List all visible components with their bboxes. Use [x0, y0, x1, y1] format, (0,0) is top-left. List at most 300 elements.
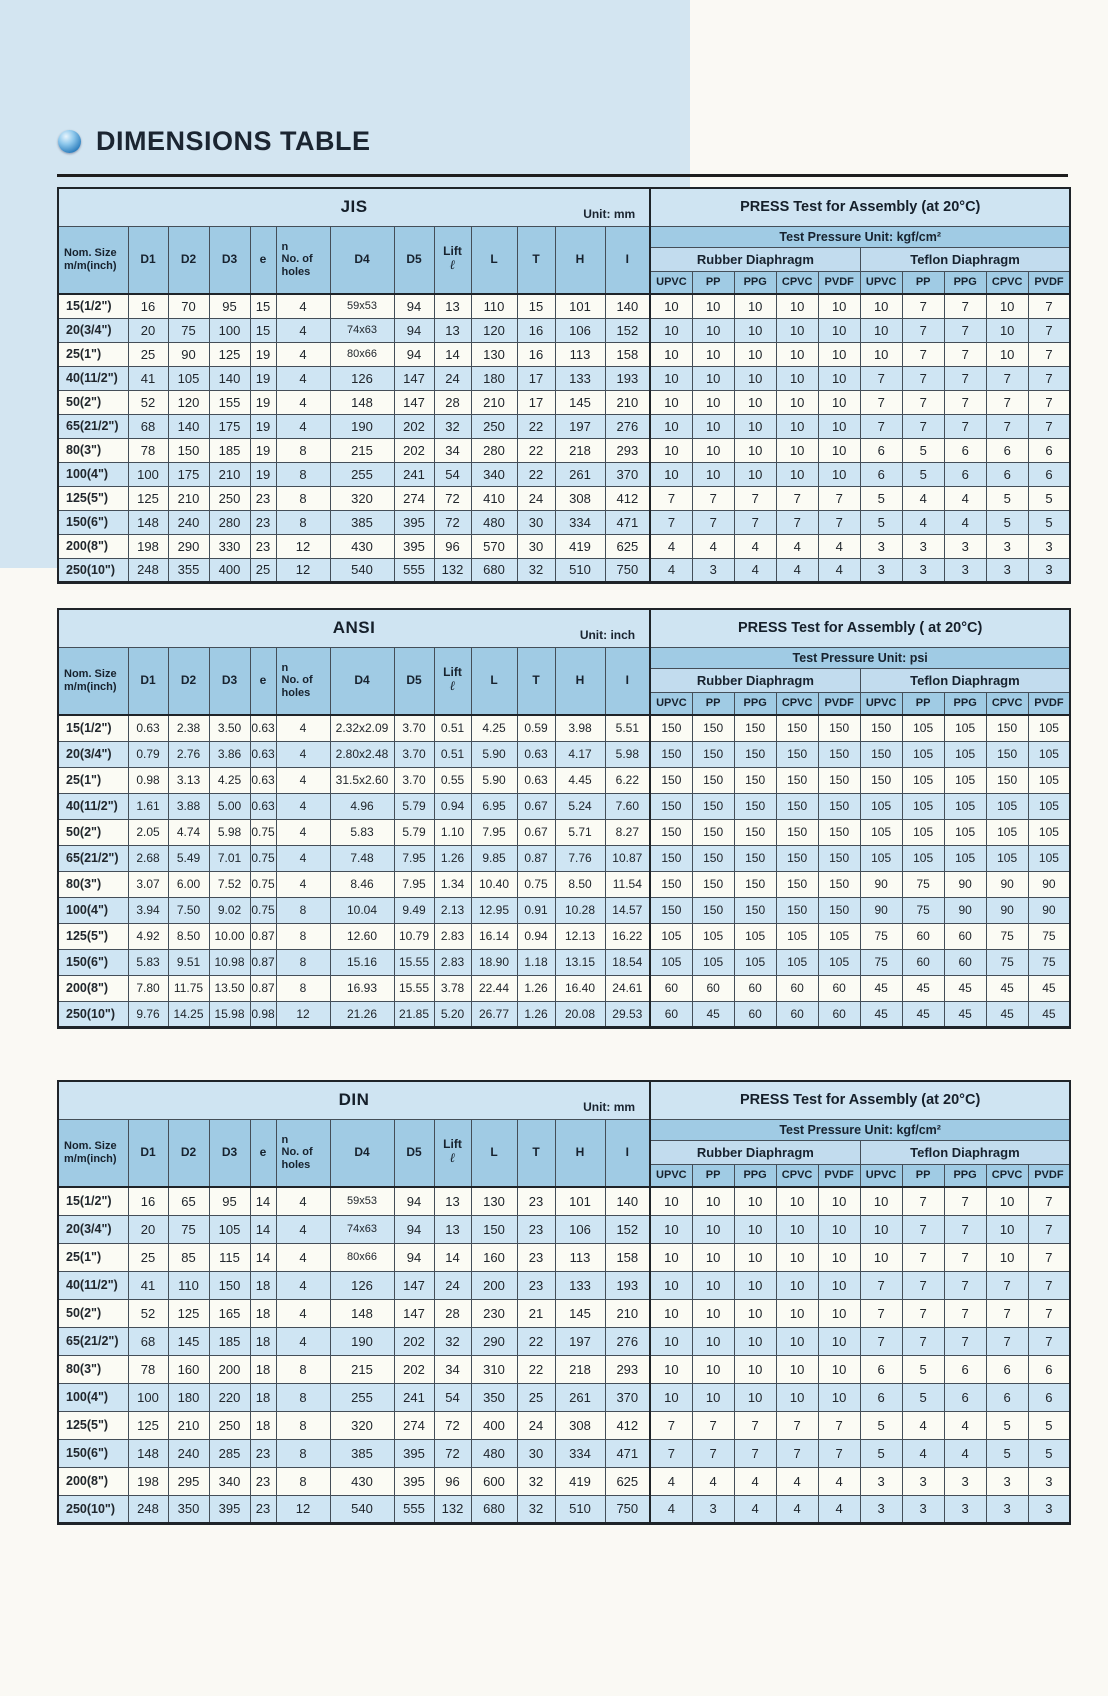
- dim-cell: 13.15: [555, 949, 605, 975]
- dim-cell: 18: [250, 1383, 276, 1411]
- dim-cell: 17: [517, 390, 555, 414]
- dim-cell: 115: [209, 1243, 250, 1271]
- press-cell: 5: [986, 510, 1028, 534]
- dim-cell: 274: [394, 486, 434, 510]
- dim-cell: 290: [168, 534, 209, 558]
- dim-cell: 78: [128, 438, 168, 462]
- press-cell: 6: [986, 1383, 1028, 1411]
- dim-cell: 125: [128, 1411, 168, 1439]
- press-cell: 150: [650, 767, 692, 793]
- dim-cell: 16.14: [471, 923, 517, 949]
- dim-cell: 250: [471, 414, 517, 438]
- column-header-e: e: [250, 647, 276, 715]
- press-cell: 150: [818, 871, 860, 897]
- press-cell: 90: [944, 871, 986, 897]
- dim-cell: 130: [471, 342, 517, 366]
- table-row: [58, 923, 1070, 949]
- row-size-label: 100(4"): [58, 897, 128, 923]
- dim-cell: 19: [250, 462, 276, 486]
- dim-cell: 24: [517, 1411, 555, 1439]
- press-cell: 3: [902, 1495, 944, 1523]
- dim-cell: 600: [471, 1467, 517, 1495]
- dim-cell: 105: [209, 1215, 250, 1243]
- press-cell: 75: [986, 923, 1028, 949]
- dim-cell: 293: [605, 438, 650, 462]
- press-cell: 10: [692, 1243, 734, 1271]
- press-cell: 5: [986, 1411, 1028, 1439]
- dim-cell: 210: [168, 1411, 209, 1439]
- press-cell: 10: [650, 1299, 692, 1327]
- dim-cell: 5.51: [605, 715, 650, 741]
- press-cell: 10: [776, 1383, 818, 1411]
- press-cell: 7: [902, 1215, 944, 1243]
- dim-cell: 218: [555, 438, 605, 462]
- dim-cell: 18: [250, 1299, 276, 1327]
- press-cell: 7: [944, 1215, 986, 1243]
- dim-cell: 13: [434, 1187, 471, 1215]
- press-cell: 10: [776, 342, 818, 366]
- dim-cell: 4: [276, 1299, 330, 1327]
- press-cell: 4: [776, 534, 818, 558]
- dim-cell: 276: [605, 414, 650, 438]
- press-cell: 5: [1028, 510, 1070, 534]
- press-cell: 7: [860, 390, 902, 414]
- dim-cell: 41: [128, 1271, 168, 1299]
- dim-cell: 8: [276, 462, 330, 486]
- dim-cell: 4: [276, 1271, 330, 1299]
- press-cell: 150: [776, 819, 818, 845]
- press-cell: 10: [818, 1187, 860, 1215]
- dim-cell: 200: [471, 1271, 517, 1299]
- dim-cell: 8.50: [168, 923, 209, 949]
- dim-cell: 330: [209, 534, 250, 558]
- press-cell: 10: [986, 318, 1028, 342]
- dim-cell: 261: [555, 462, 605, 486]
- material-header-upvc-rubber: UPVC: [650, 1164, 692, 1187]
- press-cell: 4: [818, 1467, 860, 1495]
- press-cell: 105: [1028, 793, 1070, 819]
- column-header-h: H: [555, 1119, 605, 1187]
- press-cell: 60: [776, 1001, 818, 1027]
- dim-cell: 22: [517, 1327, 555, 1355]
- press-cell: 150: [776, 715, 818, 741]
- press-cell: 10: [818, 1327, 860, 1355]
- dim-cell: 100: [209, 318, 250, 342]
- dim-cell: 5.00: [209, 793, 250, 819]
- press-cell: 10: [818, 1243, 860, 1271]
- dim-cell: 14: [250, 1187, 276, 1215]
- standard-band-ansi: [58, 609, 650, 647]
- dim-cell: 10.87: [605, 845, 650, 871]
- press-cell: 7: [986, 366, 1028, 390]
- dim-cell: 19: [250, 342, 276, 366]
- standard-name: DIN: [338, 1090, 370, 1110]
- dim-cell: 145: [555, 390, 605, 414]
- press-cell: 7: [650, 510, 692, 534]
- dim-cell: 30: [517, 1439, 555, 1467]
- dim-cell: 3.88: [168, 793, 209, 819]
- table-row: [58, 793, 1070, 819]
- press-cell: 150: [818, 819, 860, 845]
- dim-cell: 32: [517, 1495, 555, 1523]
- dim-cell: 410: [471, 486, 517, 510]
- dim-cell: 3.07: [128, 871, 168, 897]
- dim-cell: 110: [168, 1271, 209, 1299]
- dim-cell: 8: [276, 975, 330, 1001]
- material-header-pvdf-teflon: PVDF: [1028, 271, 1070, 294]
- dim-cell: 23: [517, 1271, 555, 1299]
- dim-cell: 6.00: [168, 871, 209, 897]
- diaphragm-group-rubber: Rubber Diaphragm: [650, 1140, 860, 1164]
- dim-cell: 350: [168, 1495, 209, 1523]
- dim-cell: 261: [555, 1383, 605, 1411]
- column-header-lift: Lift ℓ: [434, 1119, 471, 1187]
- dim-cell: 52: [128, 390, 168, 414]
- row-size-label: 150(6"): [58, 1439, 128, 1467]
- row-size-label: 150(6"): [58, 510, 128, 534]
- dim-cell: 7.95: [394, 871, 434, 897]
- table-row: [58, 1187, 1070, 1215]
- press-cell: 10: [650, 294, 692, 318]
- dim-cell: 4.45: [555, 767, 605, 793]
- dim-cell: 100: [128, 1383, 168, 1411]
- dim-cell: 218: [555, 1355, 605, 1383]
- material-header-upvc-rubber: UPVC: [650, 271, 692, 294]
- column-header-i: I: [605, 1119, 650, 1187]
- table-row: [58, 897, 1070, 923]
- press-cell: 7: [944, 390, 986, 414]
- dim-cell: 430: [330, 534, 394, 558]
- press-cell: 7: [986, 390, 1028, 414]
- row-size-label: 200(8"): [58, 975, 128, 1001]
- press-cell: 3: [902, 1467, 944, 1495]
- dim-cell: 175: [209, 414, 250, 438]
- press-cell: 6: [860, 1383, 902, 1411]
- dim-cell: 0.63: [517, 741, 555, 767]
- dim-cell: 202: [394, 414, 434, 438]
- press-cell: 10: [860, 1215, 902, 1243]
- material-header-pvdf-teflon: PVDF: [1028, 1164, 1070, 1187]
- dim-cell: 3.13: [168, 767, 209, 793]
- dim-cell: 4: [276, 767, 330, 793]
- dim-cell: 13: [434, 318, 471, 342]
- dim-cell: 471: [605, 510, 650, 534]
- material-header-cpvc-teflon: CPVC: [986, 271, 1028, 294]
- press-cell: 150: [776, 871, 818, 897]
- material-header-ppg-rubber: PPG: [734, 271, 776, 294]
- dim-cell: 32: [434, 414, 471, 438]
- dim-cell: 23: [250, 1495, 276, 1523]
- table-row: [58, 558, 1070, 582]
- column-header-d4: D4: [330, 1119, 394, 1187]
- press-cell: 7: [986, 1299, 1028, 1327]
- dim-cell: 385: [330, 510, 394, 534]
- dim-cell: 1.18: [517, 949, 555, 975]
- column-header-n_holes: n No. of holes: [276, 1119, 330, 1187]
- press-cell: 7: [944, 1299, 986, 1327]
- dim-cell: 8: [276, 897, 330, 923]
- dim-cell: 2.83: [434, 949, 471, 975]
- press-cell: 10: [776, 438, 818, 462]
- press-cell: 10: [692, 438, 734, 462]
- press-cell: 10: [776, 462, 818, 486]
- press-cell: 150: [860, 715, 902, 741]
- column-header-d5: D5: [394, 226, 434, 294]
- press-cell: 10: [692, 366, 734, 390]
- table-row: [58, 294, 1070, 318]
- dim-cell: 110: [471, 294, 517, 318]
- press-cell: 4: [902, 510, 944, 534]
- row-size-label: 15(1/2"): [58, 715, 128, 741]
- press-cell: 4: [650, 534, 692, 558]
- press-cell: 105: [1028, 819, 1070, 845]
- dim-cell: 215: [330, 438, 394, 462]
- dim-cell: 14: [434, 342, 471, 366]
- dim-cell: 147: [394, 366, 434, 390]
- press-cell: 150: [692, 793, 734, 819]
- table-row: [58, 871, 1070, 897]
- dim-cell: 198: [128, 1467, 168, 1495]
- dim-cell: 7.80: [128, 975, 168, 1001]
- diaphragm-group-teflon: Teflon Diaphragm: [860, 1140, 1070, 1164]
- dim-cell: 145: [555, 1299, 605, 1327]
- dim-cell: 3.78: [434, 975, 471, 1001]
- dim-cell: 5.79: [394, 819, 434, 845]
- press-test-title: PRESS Test for Assembly (at 20°C): [650, 1081, 1070, 1119]
- press-cell: 7: [902, 1299, 944, 1327]
- press-cell: 6: [1028, 462, 1070, 486]
- material-header-cpvc-teflon: CPVC: [986, 692, 1028, 715]
- press-cell: 105: [860, 819, 902, 845]
- dim-cell: 23: [250, 510, 276, 534]
- dim-cell: 4: [276, 318, 330, 342]
- dim-cell: 22.44: [471, 975, 517, 1001]
- dim-cell: 32: [517, 1467, 555, 1495]
- press-cell: 10: [986, 1187, 1028, 1215]
- dim-cell: 198: [128, 534, 168, 558]
- material-header-upvc-teflon: UPVC: [860, 692, 902, 715]
- dim-cell: 74x63: [330, 318, 394, 342]
- dim-cell: 10.04: [330, 897, 394, 923]
- press-cell: 105: [818, 923, 860, 949]
- dim-cell: 395: [394, 1467, 434, 1495]
- dim-cell: 14.57: [605, 897, 650, 923]
- press-cell: 3: [944, 558, 986, 582]
- row-size-label: 25(1"): [58, 767, 128, 793]
- press-cell: 6: [1028, 1355, 1070, 1383]
- dim-cell: 5.98: [209, 819, 250, 845]
- press-cell: 105: [902, 715, 944, 741]
- dim-cell: 24.61: [605, 975, 650, 1001]
- press-cell: 4: [902, 1411, 944, 1439]
- press-cell: 7: [776, 1439, 818, 1467]
- dim-cell: 1.26: [517, 975, 555, 1001]
- row-size-label: 250(10"): [58, 1001, 128, 1027]
- press-cell: 7: [902, 390, 944, 414]
- press-cell: 45: [986, 975, 1028, 1001]
- press-cell: 3: [986, 1467, 1028, 1495]
- column-header-d5: D5: [394, 647, 434, 715]
- press-cell: 60: [734, 975, 776, 1001]
- press-cell: 90: [1028, 897, 1070, 923]
- row-size-label: 65(21/2"): [58, 414, 128, 438]
- dim-cell: 7.52: [209, 871, 250, 897]
- dim-cell: 5.20: [434, 1001, 471, 1027]
- table-row: [58, 510, 1070, 534]
- press-cell: 7: [734, 510, 776, 534]
- dim-cell: 23: [250, 1467, 276, 1495]
- press-cell: 10: [776, 1187, 818, 1215]
- dim-cell: 14: [434, 1243, 471, 1271]
- press-cell: 4: [692, 1467, 734, 1495]
- row-size-label: 15(1/2"): [58, 1187, 128, 1215]
- dimensions-table-section-jis: [57, 187, 1069, 584]
- column-header-l: L: [471, 1119, 517, 1187]
- dim-cell: 0.75: [250, 845, 276, 871]
- diaphragm-group-teflon: Teflon Diaphragm: [860, 668, 1070, 692]
- column-header-d3: D3: [209, 647, 250, 715]
- dim-cell: 23: [250, 534, 276, 558]
- press-cell: 105: [650, 923, 692, 949]
- table-row: [58, 1215, 1070, 1243]
- dim-cell: 113: [555, 342, 605, 366]
- dim-cell: 0.75: [250, 897, 276, 923]
- dim-cell: 22: [517, 1355, 555, 1383]
- row-size-label: 20(3/4"): [58, 318, 128, 342]
- dim-cell: 31.5x2.60: [330, 767, 394, 793]
- table-row: [58, 1299, 1070, 1327]
- dimensions-table-din: [57, 1080, 1071, 1525]
- press-cell: 10: [818, 366, 860, 390]
- dim-cell: 255: [330, 462, 394, 486]
- press-cell: 7: [650, 1411, 692, 1439]
- dim-cell: 15: [250, 294, 276, 318]
- press-cell: 45: [860, 975, 902, 1001]
- press-cell: 3: [1028, 1495, 1070, 1523]
- dim-cell: 21.85: [394, 1001, 434, 1027]
- dim-cell: 0.51: [434, 715, 471, 741]
- table-row: [58, 1243, 1070, 1271]
- dim-cell: 160: [471, 1243, 517, 1271]
- dim-cell: 540: [330, 558, 394, 582]
- press-cell: 4: [944, 1411, 986, 1439]
- press-cell: 10: [776, 1299, 818, 1327]
- press-cell: 7: [692, 510, 734, 534]
- dim-cell: 147: [394, 390, 434, 414]
- press-cell: 10: [986, 1243, 1028, 1271]
- press-cell: 7: [860, 366, 902, 390]
- press-cell: 10: [734, 1383, 776, 1411]
- dim-cell: 0.87: [250, 975, 276, 1001]
- press-cell: 4: [650, 1467, 692, 1495]
- press-cell: 7: [902, 366, 944, 390]
- dim-cell: 0.94: [434, 793, 471, 819]
- row-size-label: 65(21/2"): [58, 1327, 128, 1355]
- dim-cell: 290: [471, 1327, 517, 1355]
- press-cell: 150: [650, 871, 692, 897]
- dim-cell: 220: [209, 1383, 250, 1411]
- press-cell: 150: [692, 897, 734, 923]
- dim-cell: 0.75: [250, 819, 276, 845]
- column-header-d2: D2: [168, 1119, 209, 1187]
- dim-cell: 0.98: [128, 767, 168, 793]
- column-header-h: H: [555, 647, 605, 715]
- dim-cell: 9.76: [128, 1001, 168, 1027]
- press-cell: 150: [734, 767, 776, 793]
- dim-cell: 106: [555, 1215, 605, 1243]
- dim-cell: 280: [471, 438, 517, 462]
- dim-cell: 210: [605, 1299, 650, 1327]
- press-cell: 10: [734, 390, 776, 414]
- press-cell: 105: [902, 767, 944, 793]
- press-cell: 105: [944, 793, 986, 819]
- dim-cell: 334: [555, 1439, 605, 1467]
- dim-cell: 20.08: [555, 1001, 605, 1027]
- dim-cell: 0.63: [250, 767, 276, 793]
- press-cell: 3: [944, 1467, 986, 1495]
- dim-cell: 100: [128, 462, 168, 486]
- press-cell: 10: [776, 390, 818, 414]
- column-header-t: T: [517, 1119, 555, 1187]
- dim-cell: 4: [276, 741, 330, 767]
- dim-cell: 28: [434, 390, 471, 414]
- press-cell: 7: [986, 1327, 1028, 1355]
- press-cell: 7: [818, 1411, 860, 1439]
- dim-cell: 0.63: [128, 715, 168, 741]
- row-size-label: 50(2"): [58, 1299, 128, 1327]
- dim-cell: 101: [555, 1187, 605, 1215]
- dim-cell: 148: [330, 1299, 394, 1327]
- press-cell: 150: [986, 715, 1028, 741]
- dim-cell: 140: [168, 414, 209, 438]
- dim-cell: 310: [471, 1355, 517, 1383]
- dim-cell: 1.10: [434, 819, 471, 845]
- table-row: [58, 1355, 1070, 1383]
- dim-cell: 16: [128, 1187, 168, 1215]
- dim-cell: 54: [434, 1383, 471, 1411]
- dim-cell: 152: [605, 318, 650, 342]
- press-cell: 10: [692, 1355, 734, 1383]
- dim-cell: 120: [471, 318, 517, 342]
- dim-cell: 150: [209, 1271, 250, 1299]
- dim-cell: 25: [128, 1243, 168, 1271]
- table-row: [58, 1383, 1070, 1411]
- press-cell: 45: [986, 1001, 1028, 1027]
- dim-cell: 4: [276, 1243, 330, 1271]
- press-cell: 60: [944, 923, 986, 949]
- dim-cell: 4.17: [555, 741, 605, 767]
- dim-cell: 197: [555, 414, 605, 438]
- press-cell: 105: [776, 949, 818, 975]
- table-row: [58, 486, 1070, 510]
- press-cell: 150: [734, 715, 776, 741]
- press-cell: 4: [650, 558, 692, 582]
- press-cell: 7: [986, 414, 1028, 438]
- press-cell: 150: [692, 715, 734, 741]
- table-row: [58, 390, 1070, 414]
- dim-cell: 680: [471, 558, 517, 582]
- dim-cell: 120: [168, 390, 209, 414]
- material-header-pp-teflon: PP: [902, 1164, 944, 1187]
- dim-cell: 30: [517, 534, 555, 558]
- dim-cell: 75: [168, 318, 209, 342]
- dim-cell: 16.40: [555, 975, 605, 1001]
- press-cell: 10: [986, 294, 1028, 318]
- dim-cell: 419: [555, 534, 605, 558]
- press-cell: 4: [776, 1495, 818, 1523]
- dim-cell: 3.98: [555, 715, 605, 741]
- column-header-n_holes: n No. of holes: [276, 647, 330, 715]
